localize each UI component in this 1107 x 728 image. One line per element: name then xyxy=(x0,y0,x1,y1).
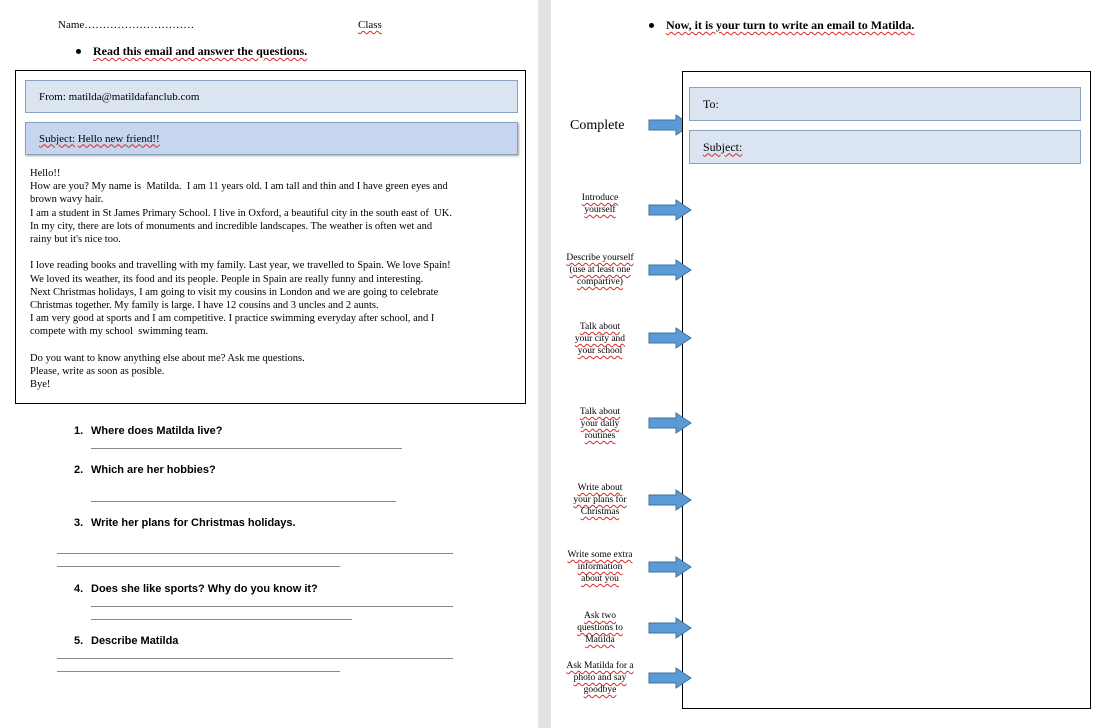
answer-line[interactable] xyxy=(91,501,396,502)
question-text: Which are her hobbies? xyxy=(91,464,216,476)
bullet-icon xyxy=(649,23,654,28)
email-body-line: Christmas together. My family is large. I have 12 cousins and 3 uncles and 2 aunts. xyxy=(30,299,379,311)
writing-prompt-label xyxy=(552,321,648,357)
answer-line[interactable] xyxy=(91,619,352,620)
email-body-line: brown wavy hair. xyxy=(30,194,104,206)
answer-line[interactable] xyxy=(91,606,453,607)
writing-prompt-line: Ask two xyxy=(584,611,616,621)
writing-prompt-line: Matilda xyxy=(585,635,615,645)
bullet-icon xyxy=(76,49,81,54)
question-number: 5. xyxy=(74,635,84,647)
email-body-line: Please, write as soon as posible. xyxy=(30,365,165,377)
writing-prompt-line: information xyxy=(577,562,623,572)
prompt-arrow-icon xyxy=(648,327,692,349)
email-body-line: I am very good at sports and I am competitive. I practice swimming everyday after school, and I xyxy=(30,313,435,325)
writing-prompt-label xyxy=(552,192,648,216)
email-body-line: Hello!! xyxy=(30,168,61,179)
writing-prompt-label xyxy=(552,252,648,288)
complete-label: Complete xyxy=(570,118,625,133)
question-text: Write her plans for Christmas holidays. xyxy=(91,517,296,529)
answer-line[interactable] xyxy=(57,671,340,672)
worksheet-page-left xyxy=(0,0,538,728)
writing-prompt-line: routines xyxy=(584,431,616,441)
writing-prompt-line: your school xyxy=(577,346,623,356)
question-3 xyxy=(74,517,296,529)
prompt-arrow-icon xyxy=(648,199,692,221)
answer-line[interactable] xyxy=(57,566,340,567)
class-field-label: Class xyxy=(358,19,382,31)
writing-prompt-line: (use at least one xyxy=(569,265,631,275)
email-body-line: compete with my school swimming team. xyxy=(30,326,209,338)
reply-subject-field[interactable]: Subject: xyxy=(689,130,1081,164)
writing-prompt-line: Introduce xyxy=(581,193,619,203)
email-body-line: How are you? My name is Matilda. I am 11 years old. I am tall and thin and I have green eyes and xyxy=(30,181,448,193)
writing-prompt-line: compartive) xyxy=(577,277,623,287)
name-field-label: Name………………………… xyxy=(58,19,195,31)
question-5 xyxy=(74,635,178,647)
writing-prompt-line: your city and xyxy=(574,334,626,344)
question-number: 3. xyxy=(74,517,84,529)
reply-to-field[interactable]: To: xyxy=(689,87,1081,121)
email-body-line: Bye! xyxy=(30,379,51,390)
prompt-arrow-icon xyxy=(648,617,692,639)
answer-line[interactable] xyxy=(57,658,453,659)
reading-instruction: Read this email and answer the questions. xyxy=(76,44,307,59)
writing-prompt-line: your plans for xyxy=(573,495,627,505)
email-body-line: Next Christmas holidays, I am going to visit my cousins in London and we are going to celebrate xyxy=(30,286,439,298)
writing-prompt-line: Ask Matilda for a xyxy=(566,661,634,671)
writing-instruction: Now, it is your turn to write an email to Matilda. xyxy=(649,18,914,33)
writing-prompt-label xyxy=(552,610,648,646)
writing-prompt-line: Talk about xyxy=(579,322,621,332)
question-text: Describe Matilda xyxy=(91,635,179,647)
question-1 xyxy=(74,425,222,437)
question-2 xyxy=(74,464,216,476)
prompt-arrow-icon xyxy=(648,412,692,434)
email-body-line: rainy but it's nice too. xyxy=(30,233,121,245)
email-body-line xyxy=(30,338,516,351)
sample-email-box xyxy=(15,70,526,404)
writing-prompt-line: yourself xyxy=(584,205,616,215)
question-number: 4. xyxy=(74,583,84,595)
question-number: 2. xyxy=(74,464,84,476)
writing-prompt-line: Write some extra xyxy=(567,550,633,560)
writing-prompt-label xyxy=(552,549,648,585)
writing-prompt-label xyxy=(552,660,648,696)
email-from-field: From: matilda@matildafanclub.com xyxy=(25,80,518,113)
reply-email-box[interactable] xyxy=(682,71,1091,709)
email-body xyxy=(30,167,516,391)
writing-prompt-line: Talk about xyxy=(579,407,621,417)
question-4 xyxy=(74,583,318,595)
email-body-line: I love reading books and travelling with my family. Last year, we travelled to Spain. We love Spain! xyxy=(30,260,451,272)
answer-line[interactable] xyxy=(91,448,402,449)
email-subject-field: Subject: Hello new friend!! xyxy=(25,122,518,155)
question-text: Where does Matilda live? xyxy=(91,425,223,437)
question-text: Does she like sports? Why do you know it? xyxy=(91,583,318,595)
writing-prompt-line: about you xyxy=(581,574,619,584)
writing-prompt-label xyxy=(552,482,648,518)
prompt-arrow-icon xyxy=(648,667,692,689)
answer-line[interactable] xyxy=(57,553,453,554)
writing-prompt-line: your daily xyxy=(580,419,620,429)
email-body-line: We loved its weather, its food and its people. People in Spain are really funny and interesting. xyxy=(30,273,424,285)
email-body-line xyxy=(30,246,516,259)
email-body-line: In my city, there are lots of monuments and incredible landscapes. The weather is often wet and xyxy=(30,220,433,232)
question-number: 1. xyxy=(74,425,84,437)
email-body-line: I am a student in St James Primary School. I live in Oxford, a beautiful city in the south east of UK. xyxy=(30,207,452,219)
prompt-arrow-icon xyxy=(648,556,692,578)
writing-prompt-line: photo and say xyxy=(573,673,627,683)
writing-prompt-line: Christmas xyxy=(580,507,620,517)
prompt-arrow-icon xyxy=(648,259,692,281)
email-body-line: Do you want to know anything else about me? Ask me questions. xyxy=(30,352,305,364)
worksheet-page-right xyxy=(551,0,1107,728)
page-gutter xyxy=(538,0,551,728)
writing-prompt-label xyxy=(552,406,648,442)
writing-prompt-line: Describe yourself xyxy=(566,253,634,263)
writing-prompt-line: questions to xyxy=(577,623,623,633)
writing-prompt-line: goodbye xyxy=(583,685,617,695)
prompt-arrow-icon xyxy=(648,489,692,511)
writing-prompt-line: Write about xyxy=(577,483,623,493)
